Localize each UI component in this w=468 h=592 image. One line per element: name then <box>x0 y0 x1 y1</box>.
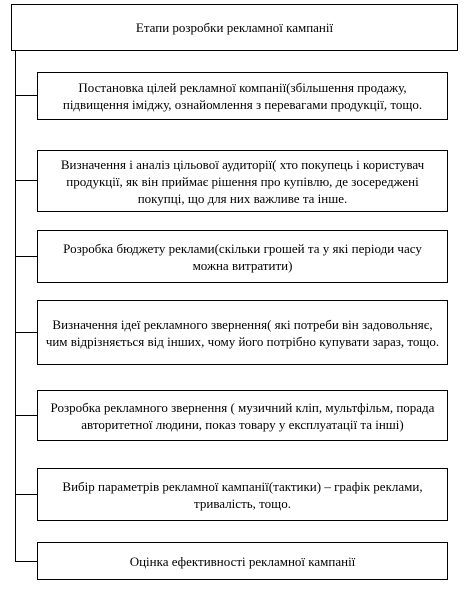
diagram-title-box <box>11 4 458 51</box>
step-label-5: Розробка рекламного звернення ( музичний кліп, мультфільм, порада авторитетної людини, показ товару у експлуатації та інші) <box>50 399 435 432</box>
step-box-6 <box>37 468 448 521</box>
connector-step-6 <box>15 494 37 495</box>
connector-step-7 <box>15 561 37 562</box>
connector-step-1 <box>15 95 37 96</box>
connector-step-5 <box>15 415 37 416</box>
step-box-3 <box>37 230 448 283</box>
step-label-4: Визначення ідеї рекламного звернення( які потреби він задовольняє, чим відрізняється від інших, чому його потрібно купувати зараз, тощо. <box>45 316 440 349</box>
step-box-5 <box>37 390 448 441</box>
connector-step-2 <box>15 180 37 181</box>
step-label-6: Вибір параметрів рекламної кампанії(тактики) – графік реклами, тривалість, тощо. <box>62 478 423 511</box>
step-box-2 <box>37 150 448 212</box>
step-box-7 <box>37 542 448 580</box>
connector-step-4 <box>15 332 37 333</box>
step-box-4 <box>37 300 448 365</box>
diagram-title: Етапи розробки рекламної кампанії <box>135 20 334 35</box>
connector-trunk <box>15 51 16 561</box>
step-label-1: Постановка цілей рекламної компанії(збільшення продажу, підвищення іміджу, ознайомлення з перевагами продукції, тощо. <box>62 80 423 112</box>
step-label-7: Оцінка ефективності рекламної кампанії <box>129 553 356 569</box>
connector-step-3 <box>15 256 37 257</box>
step-box-1 <box>37 72 448 120</box>
step-label-2: Визначення і аналіз цільової аудиторії( хто покупець і користувач продукції, як він приймає рішення про купівлю, де зосереджені покупці, що для них важливе та інше. <box>60 156 425 206</box>
step-label-3: Розробка бюджету реклами(скільки грошей та у які періоди часу можна витратити) <box>63 240 422 273</box>
